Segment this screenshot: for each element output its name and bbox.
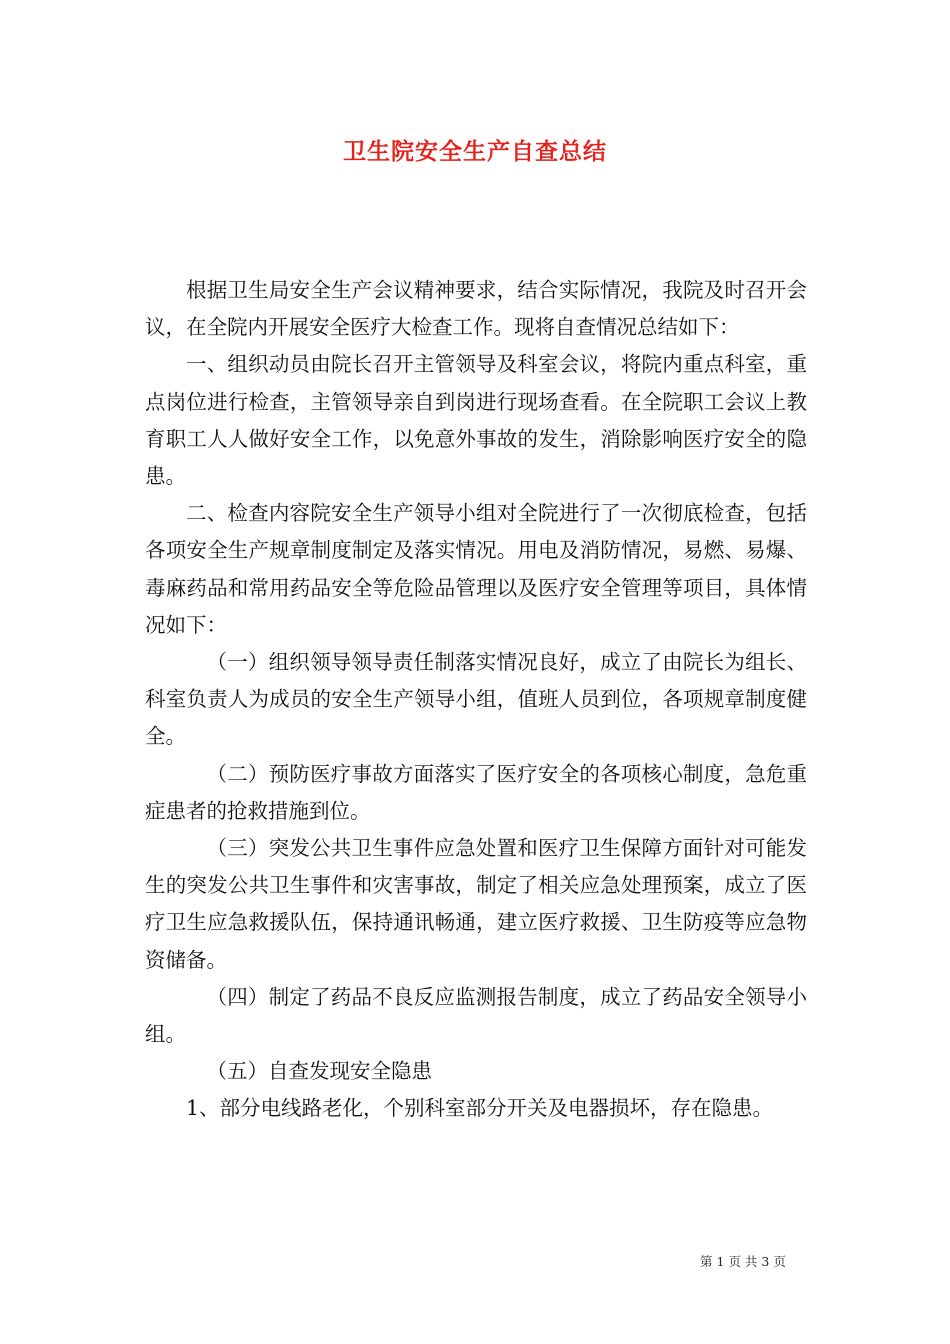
page-label-prefix: 第	[700, 1254, 713, 1269]
paragraph-item-1: （一）组织领导领导责任制落实情况良好，成立了由院长为组长、科室负责人为成员的安全生产领导小组，值班人员到位，各项规章制度健全。	[145, 650, 807, 749]
total-pages-number: 3	[761, 1254, 770, 1269]
current-page-number: 1	[716, 1254, 725, 1269]
paragraph-item-4: （四）制定了药品不良反应监测报告制度，成立了药品安全领导小组。	[145, 984, 807, 1047]
paragraph-section-2: 二、检查内容院安全生产领导小组对全院进行了一次彻底检查，包括各项安全生产规章制度制定及落实情况。用电及消防情况，易燃、易爆、毒麻药品和常用药品安全等危险品管理以及医疗安全管理等项目，具体情况如下：	[145, 501, 807, 637]
paragraph-item-5: （五）自查发现安全隐患	[206, 1059, 432, 1084]
page-label-suffix: 页	[773, 1254, 786, 1269]
page-title: 卫生院安全生产自查总结	[343, 138, 607, 165]
page-label-middle: 页 共	[728, 1254, 758, 1269]
paragraph-hazard-1: 1、部分电线路老化，个别科室部分开关及电器损坏，存在隐患。	[186, 1096, 774, 1121]
paragraph-intro: 根据卫生局安全生产会议精神要求，结合实际情况，我院及时召开会议，在全院内开展安全医疗大检查工作。现将自查情况总结如下：	[145, 278, 807, 340]
paragraph-item-3: （三）突发公共卫生事件应急处置和医疗卫生保障方面针对可能发生的突发公共卫生事件和灾害事故，制定了相关应急处理预案，成立了医疗卫生应急救援队伍，保持通讯畅通，建立医疗救援、卫生防疫等应急物资储备。	[145, 836, 807, 972]
document-body	[145, 272, 807, 1128]
page-number-footer	[700, 1252, 820, 1270]
paragraph-item-2: （二）预防医疗事故方面落实了医疗安全的各项核心制度，急危重症患者的抢救措施到位。	[145, 761, 807, 823]
paragraph-section-1: 一、组织动员由院长召开主管领导及科室会议，将院内重点科室，重点岗位进行检查，主管领导亲自到岗进行现场查看。在全院职工会议上教育职工人人做好安全工作，以免意外事故的发生，消除影响医疗安全的隐患。	[145, 352, 807, 489]
